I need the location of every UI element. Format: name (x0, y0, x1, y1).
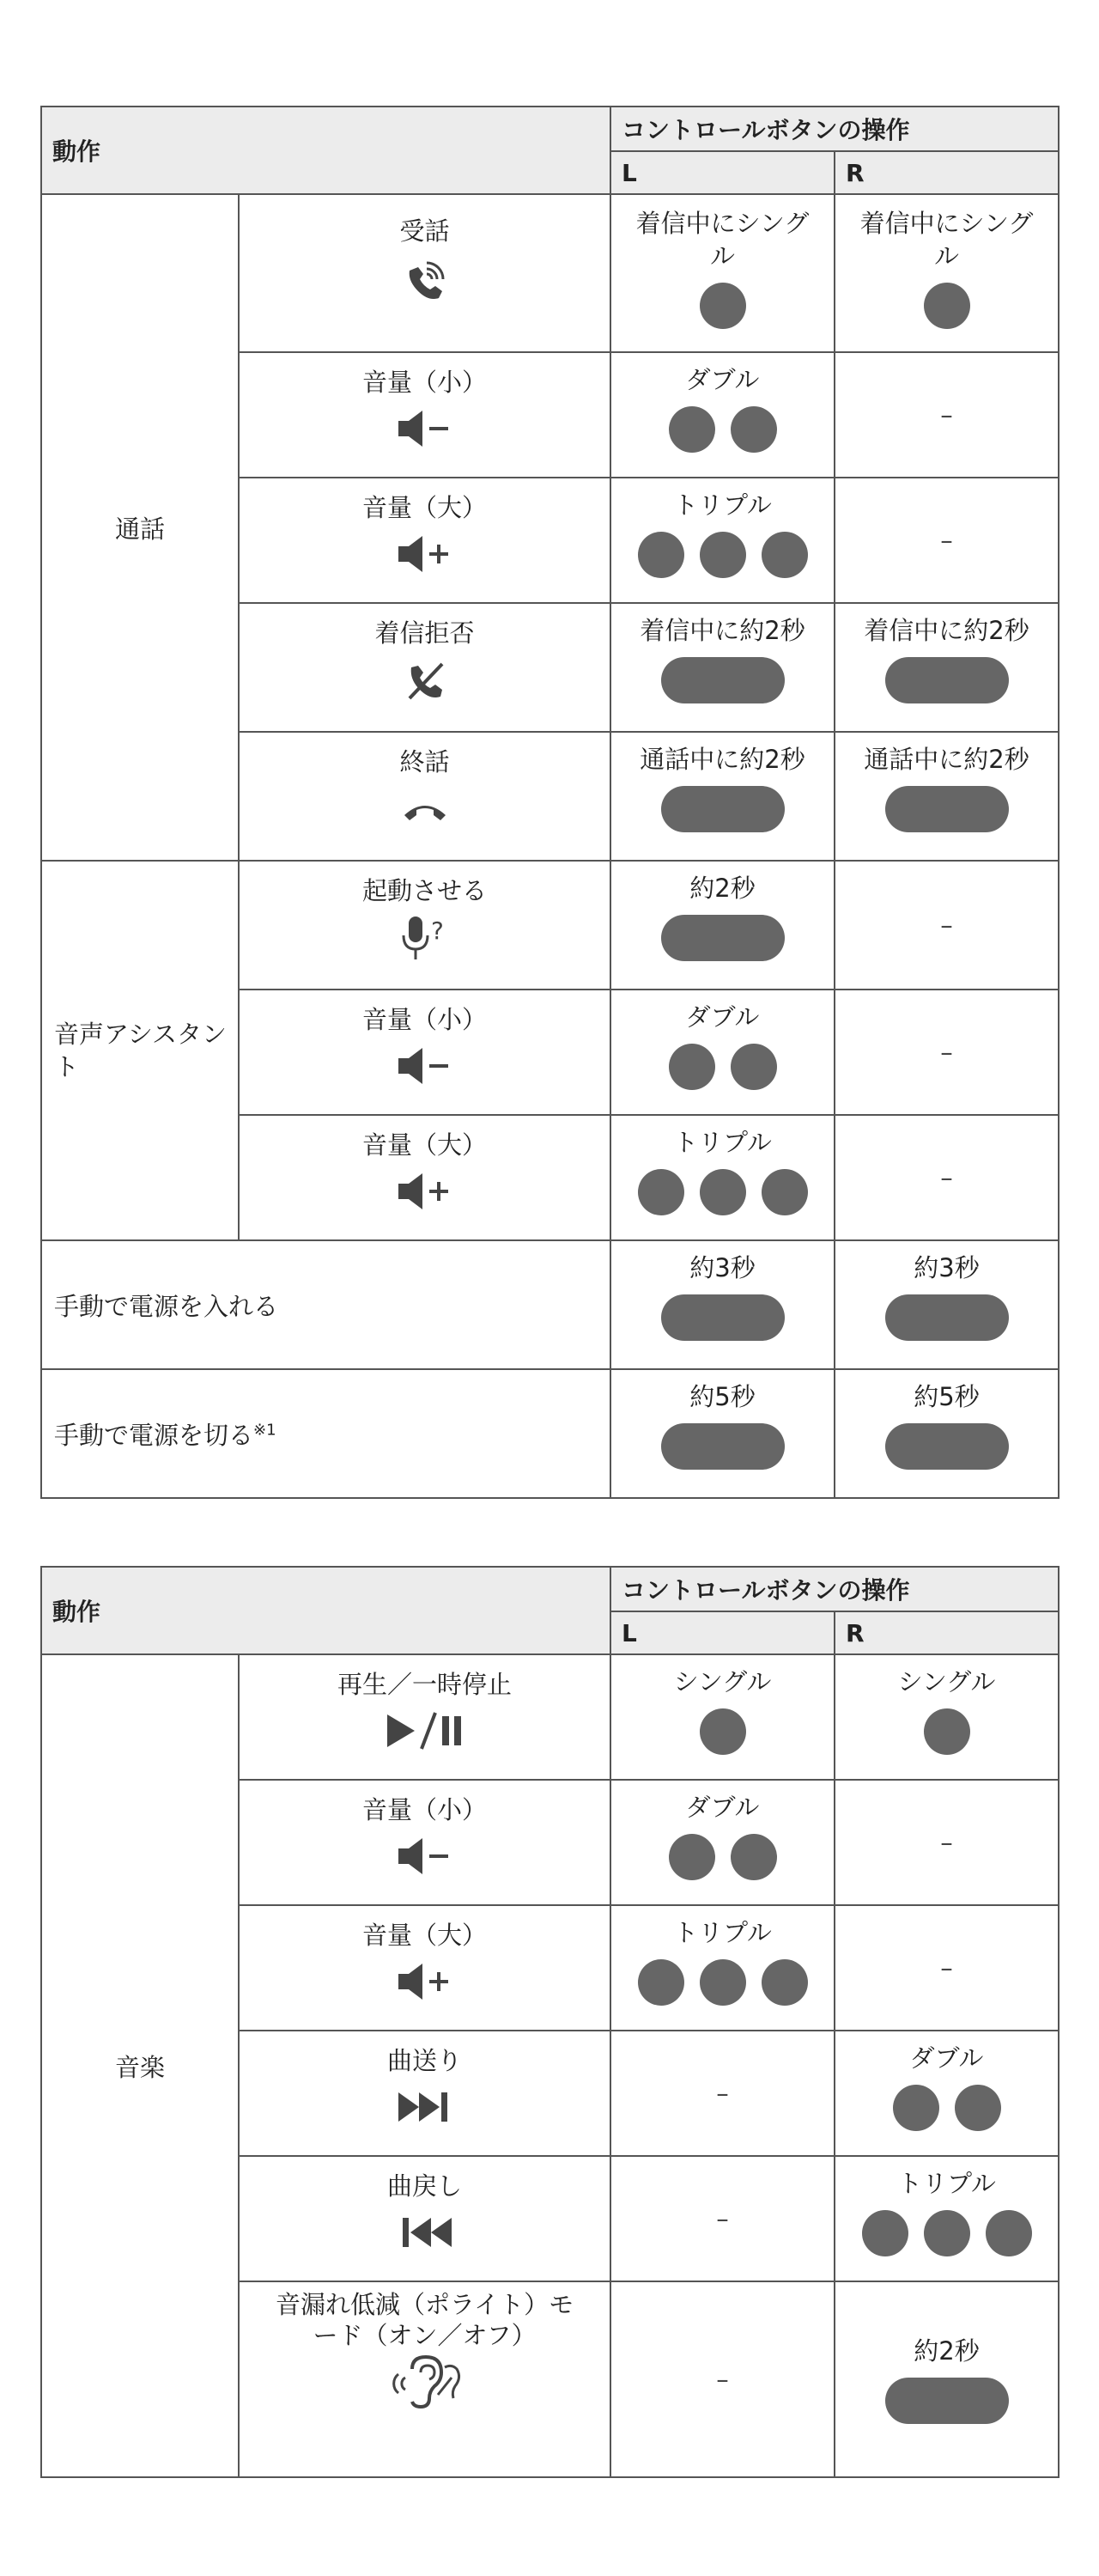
op-text: ダブル (685, 1002, 760, 1032)
press-long (661, 1423, 785, 1470)
action-music-volume-down (239, 1780, 610, 1905)
action-assistant-volume-down (239, 990, 610, 1115)
action-answer (239, 194, 610, 352)
op-end-l (610, 732, 835, 861)
op-text: 着信中に約2秒 (640, 616, 805, 645)
op-assistant-volume-up-l (610, 1115, 835, 1240)
press-long (885, 657, 1009, 703)
action-label: 音量（小） (362, 1005, 488, 1034)
press-dot (762, 1959, 808, 2006)
op-power-off-r (835, 1369, 1059, 1498)
group-music: 音楽 (41, 1654, 239, 2477)
press-long (661, 657, 785, 703)
press-long (661, 786, 785, 832)
action-label: 起動させる (362, 876, 488, 905)
action-assistant-volume-up (239, 1115, 610, 1240)
op-power-on-r (835, 1240, 1059, 1369)
press-dot (762, 1169, 808, 1215)
volume-down-icon (395, 1044, 455, 1087)
svg-text:?: ? (430, 917, 444, 945)
press-dot (762, 532, 808, 578)
action-label: 終話 (399, 747, 450, 776)
header-action: 動作 (41, 1567, 610, 1654)
volume-down-icon (395, 1835, 455, 1878)
press-dot (700, 283, 746, 329)
op-text: 約3秒 (689, 1253, 756, 1282)
press-dot (700, 1169, 746, 1215)
action-label: 音量（小） (362, 368, 488, 397)
power-off-label: 手動で電源を切る (54, 1420, 254, 1450)
press-dot (700, 532, 746, 578)
op-volume-down-r: – (835, 352, 1059, 478)
op-music-volume-down-r: – (835, 1780, 1059, 1905)
op-text: 着信中にシングル (859, 209, 1034, 271)
op-polite-mode-l: – (610, 2281, 835, 2477)
op-volume-down-l (610, 352, 835, 478)
press-dot (669, 1834, 715, 1880)
action-power-on: 手動で電源を入れる (41, 1240, 610, 1369)
action-label: 受話 (399, 216, 450, 246)
header-right: R (835, 1611, 1059, 1654)
action-power-off (41, 1369, 610, 1498)
footnote-mark: ※1 (253, 1420, 276, 1439)
press-dot (924, 2210, 970, 2256)
press-dot (700, 1959, 746, 2006)
op-text: トリプル (673, 1918, 772, 1947)
op-assistant-volume-down-l (610, 990, 835, 1115)
next-track-icon (395, 2086, 455, 2128)
action-previous-track (239, 2156, 610, 2281)
press-long (885, 1423, 1009, 1470)
control-table-call (40, 106, 1060, 1499)
op-text: 約5秒 (914, 1382, 980, 1411)
press-dot (700, 1708, 746, 1755)
action-volume-down (239, 352, 610, 478)
op-music-volume-up-r: – (835, 1905, 1059, 2031)
op-polite-mode-r (835, 2281, 1059, 2477)
op-reject-r (835, 603, 1059, 732)
press-dot (862, 2210, 908, 2256)
header-action: 動作 (41, 107, 610, 194)
op-next-track-r (835, 2031, 1059, 2156)
press-dot (955, 2085, 1001, 2131)
action-label: 音量（大） (362, 493, 488, 522)
op-text: 約5秒 (689, 1382, 756, 1411)
press-dot (638, 1959, 684, 2006)
press-long (885, 1294, 1009, 1341)
op-text: 約2秒 (914, 2336, 980, 2366)
microphone-question-icon (395, 913, 455, 965)
op-text: シングル (897, 1667, 996, 1696)
op-text: ダブル (685, 1793, 760, 1822)
volume-up-icon (395, 1960, 455, 2003)
op-text: 着信中にシングル (635, 209, 810, 271)
header-control: コントロールボタンの操作 (610, 107, 1059, 151)
action-next-track (239, 2031, 610, 2156)
group-voice-assistant: 音声アシスタント (41, 861, 239, 1240)
call-reject-icon (399, 655, 451, 707)
op-text: トリプル (673, 1128, 772, 1157)
op-power-on-l (610, 1240, 835, 1369)
press-dot (669, 1044, 715, 1090)
press-dot (924, 1708, 970, 1755)
volume-up-icon (395, 533, 455, 575)
action-label: 曲戻し (387, 2171, 463, 2201)
op-music-volume-down-l (610, 1780, 835, 1905)
play-pause-icon (382, 1709, 468, 1752)
op-end-r (835, 732, 1059, 861)
action-label: 音漏れ低減（ポライト）モード（オン／オフ） (275, 2290, 574, 2350)
action-polite-mode (239, 2281, 610, 2477)
op-text: 約3秒 (914, 1253, 980, 1282)
op-next-track-l: – (610, 2031, 835, 2156)
volume-up-icon (395, 1170, 455, 1213)
op-previous-track-r (835, 2156, 1059, 2281)
action-assistant-launch (239, 861, 610, 990)
op-music-volume-up-l (610, 1905, 835, 2031)
action-music-volume-up (239, 1905, 610, 2031)
press-dot (638, 532, 684, 578)
op-play-pause-l (610, 1654, 835, 1780)
press-dot (731, 406, 777, 453)
press-dot (731, 1834, 777, 1880)
ear-sound-icon (386, 2352, 464, 2412)
press-dot (986, 2210, 1032, 2256)
press-long (885, 786, 1009, 832)
op-text: ダブル (909, 2043, 984, 2073)
press-dot (924, 283, 970, 329)
op-text: シングル (673, 1667, 772, 1696)
press-dot (669, 406, 715, 453)
header-left: L (610, 1611, 835, 1654)
hang-up-icon (399, 793, 451, 827)
op-text: 着信中に約2秒 (864, 616, 1029, 645)
press-long (661, 1294, 785, 1341)
previous-track-icon (395, 2211, 455, 2254)
control-table-music (40, 1566, 1060, 2478)
op-text: 約2秒 (689, 874, 756, 903)
op-play-pause-r (835, 1654, 1059, 1780)
action-label: 曲送り (387, 2046, 463, 2075)
op-text: 通話中に約2秒 (640, 745, 805, 774)
header-left: L (610, 151, 835, 194)
header-control: コントロールボタンの操作 (610, 1567, 1059, 1611)
action-label: 再生／一時停止 (337, 1670, 513, 1699)
op-reject-l (610, 603, 835, 732)
press-dot (893, 2085, 939, 2131)
press-long (885, 2378, 1009, 2424)
volume-down-icon (395, 407, 455, 450)
op-text: トリプル (897, 2169, 996, 2198)
action-label: 音量（大） (362, 1130, 488, 1160)
op-text: トリプル (673, 490, 772, 520)
action-volume-up (239, 478, 610, 603)
header-right: R (835, 151, 1059, 194)
op-power-off-l (610, 1369, 835, 1498)
press-dot (638, 1169, 684, 1215)
op-assistant-volume-down-r: – (835, 990, 1059, 1115)
press-dot (731, 1044, 777, 1090)
op-text: 通話中に約2秒 (864, 745, 1029, 774)
action-play-pause (239, 1654, 610, 1780)
action-reject (239, 603, 610, 732)
op-previous-track-l: – (610, 2156, 835, 2281)
op-answer-r (835, 194, 1059, 352)
op-volume-up-l (610, 478, 835, 603)
action-label: 着信拒否 (374, 618, 475, 648)
op-answer-l (610, 194, 835, 352)
action-end-call (239, 732, 610, 861)
op-volume-up-r: – (835, 478, 1059, 603)
op-assistant-volume-up-r: – (835, 1115, 1059, 1240)
group-call: 通話 (41, 194, 239, 861)
action-label: 音量（小） (362, 1795, 488, 1824)
op-assistant-launch-r: – (835, 861, 1059, 990)
press-long (661, 915, 785, 961)
op-assistant-launch-l (610, 861, 835, 990)
action-label: 音量（大） (362, 1921, 488, 1950)
op-text: ダブル (685, 365, 760, 394)
phone-ringing-icon (399, 255, 451, 307)
